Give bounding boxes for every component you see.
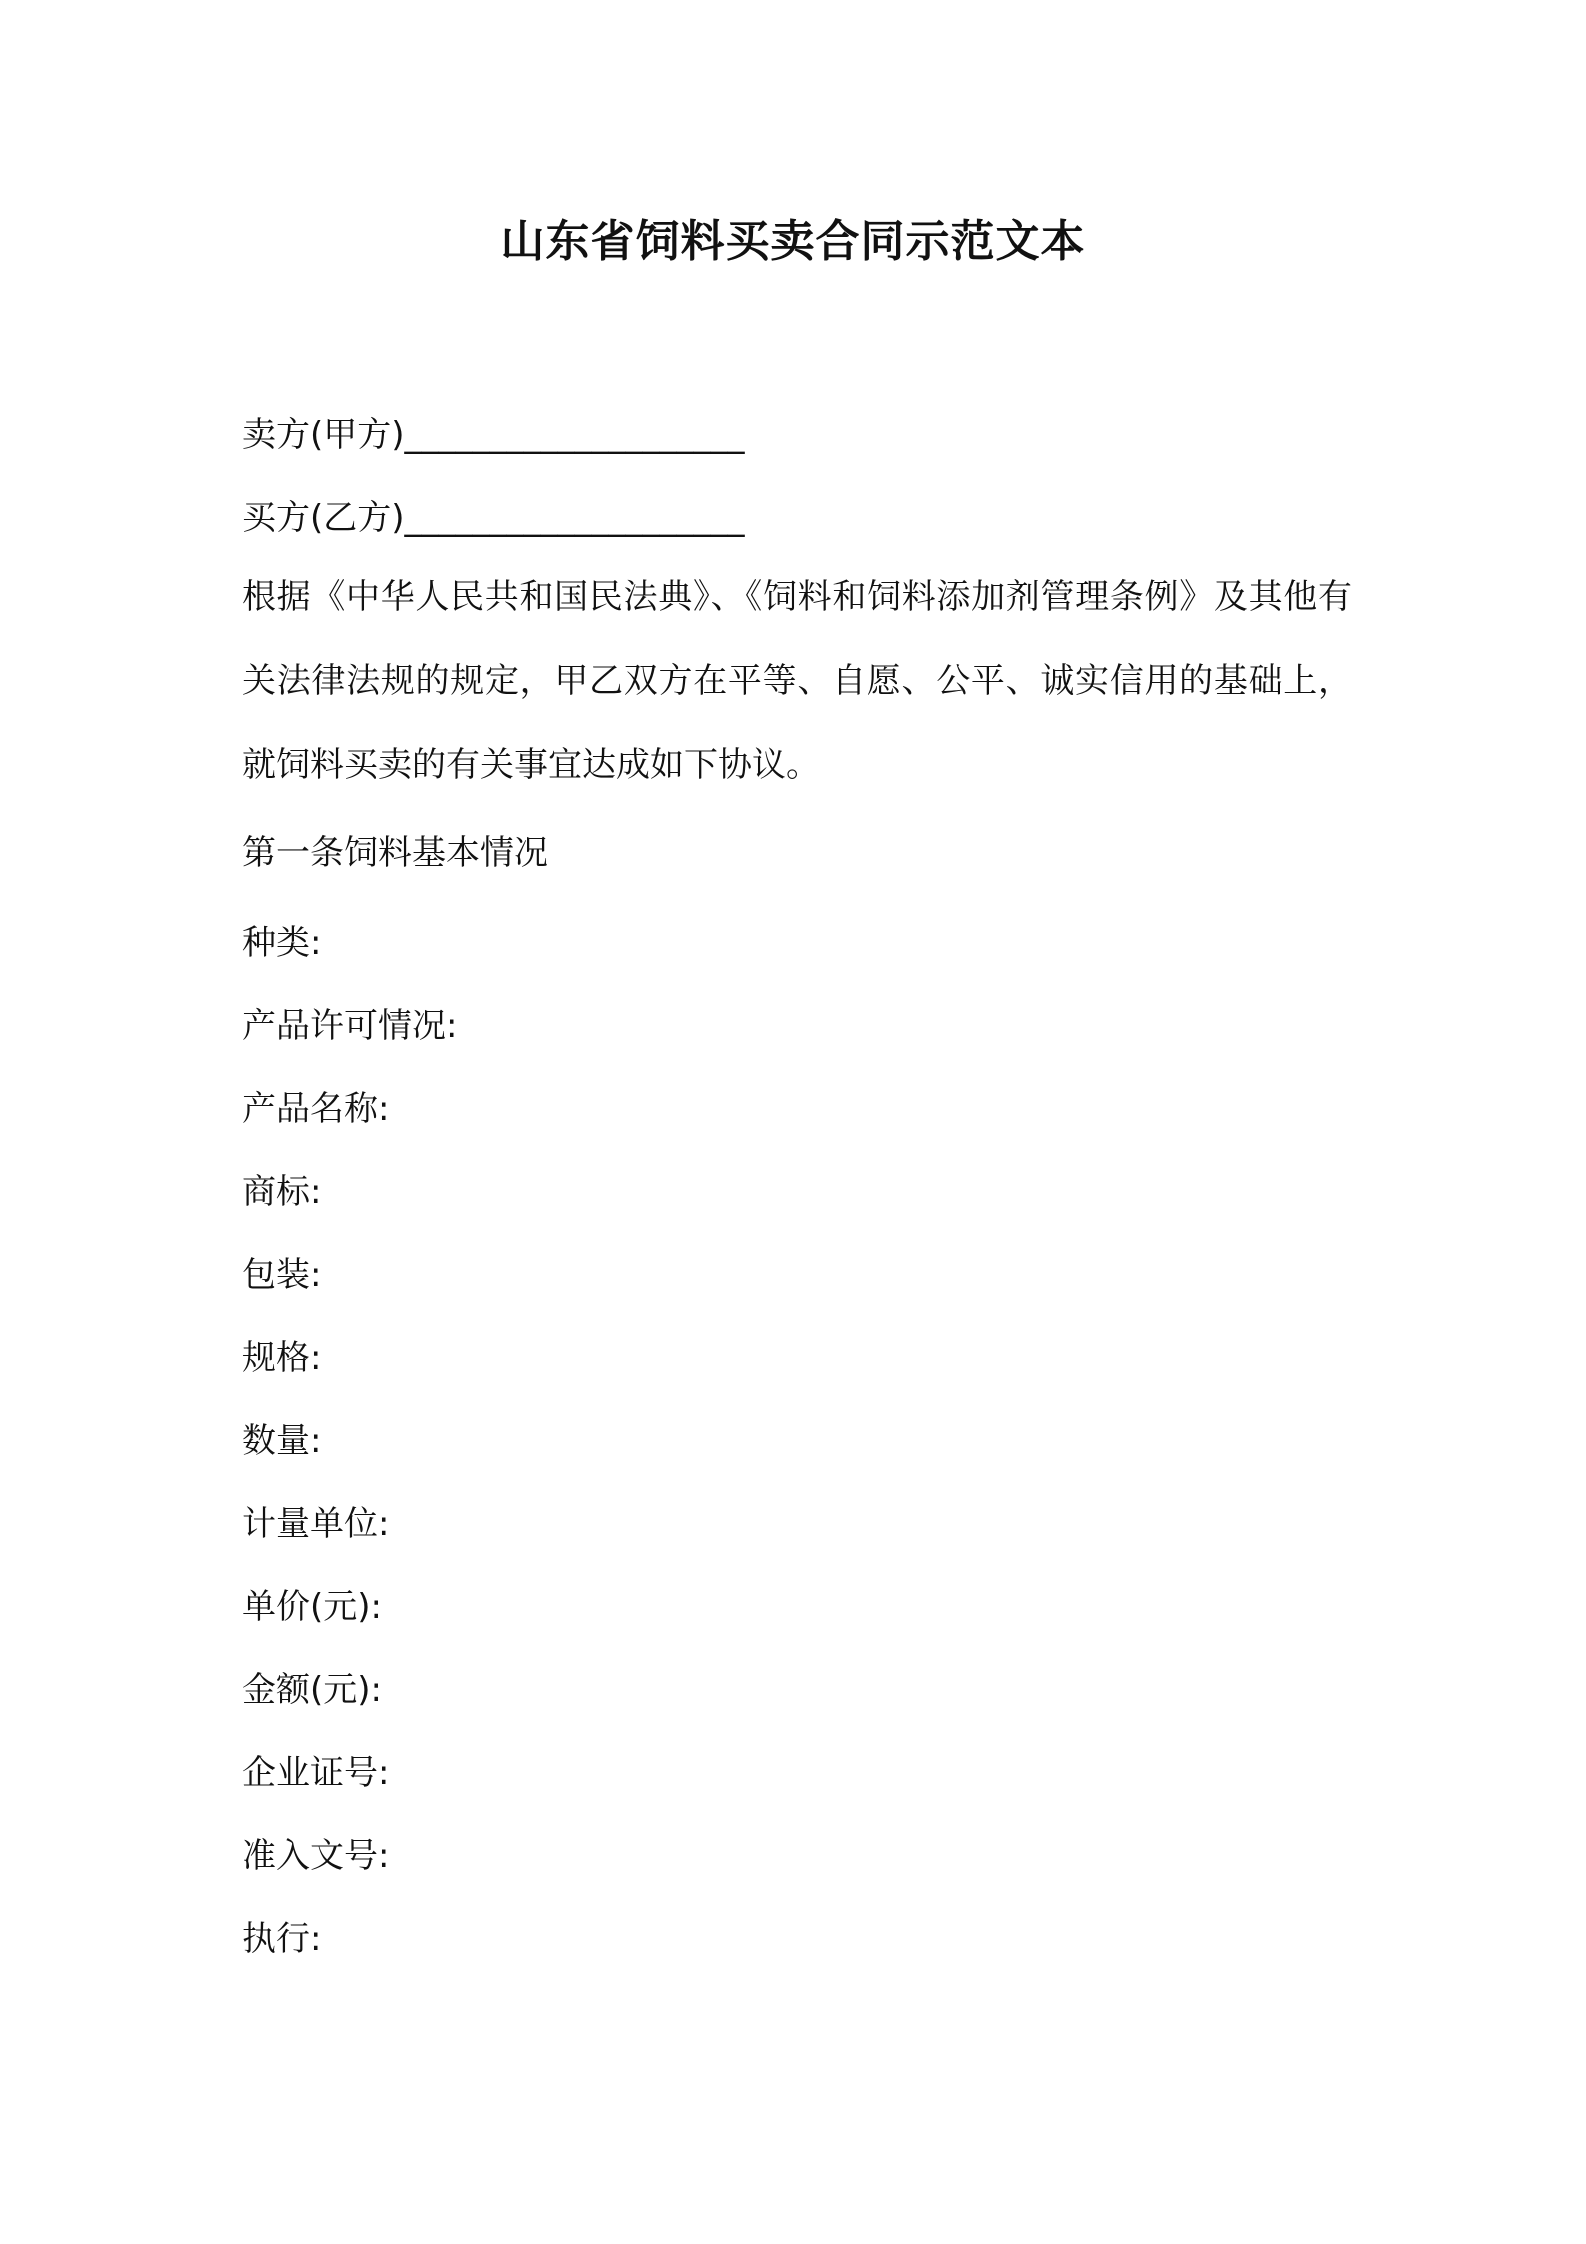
preamble-paragraph: 根据《中华人民共和国民法典》、《饲料和饲料添加剂管理条例》及其他有关法律法规的规定，甲乙双方在平等、自愿、公平、诚实信用的基础上，就饲料买卖的有关事宜达成如下协议。 bbox=[242, 577, 1352, 785]
buyer-line: 买方(乙方)____________________ bbox=[242, 498, 745, 538]
field-label-approval-number: 准入文号: bbox=[242, 1836, 390, 1876]
field-label-enterprise-cert: 企业证号: bbox=[242, 1753, 390, 1793]
article-1-heading: 第一条饲料基本情况 bbox=[242, 833, 548, 873]
field-label-product-name: 产品名称: bbox=[242, 1089, 390, 1129]
field-label-type: 种类: bbox=[242, 923, 322, 963]
field-label-trademark: 商标: bbox=[242, 1172, 322, 1212]
field-label-packaging: 包装: bbox=[242, 1255, 322, 1295]
document-title: 山东省饲料买卖合同示范文本 bbox=[500, 216, 1086, 267]
field-label-product-license: 产品许可情况: bbox=[242, 1006, 458, 1046]
field-label-quantity: 数量: bbox=[242, 1421, 322, 1461]
field-label-specification: 规格: bbox=[242, 1338, 322, 1378]
field-label-unit: 计量单位: bbox=[242, 1504, 390, 1544]
field-label-amount: 金额(元): bbox=[242, 1670, 382, 1710]
field-label-unit-price: 单价(元): bbox=[242, 1587, 382, 1627]
field-label-standard: 执行: bbox=[242, 1919, 322, 1959]
seller-line: 卖方(甲方)____________________ bbox=[242, 415, 745, 455]
